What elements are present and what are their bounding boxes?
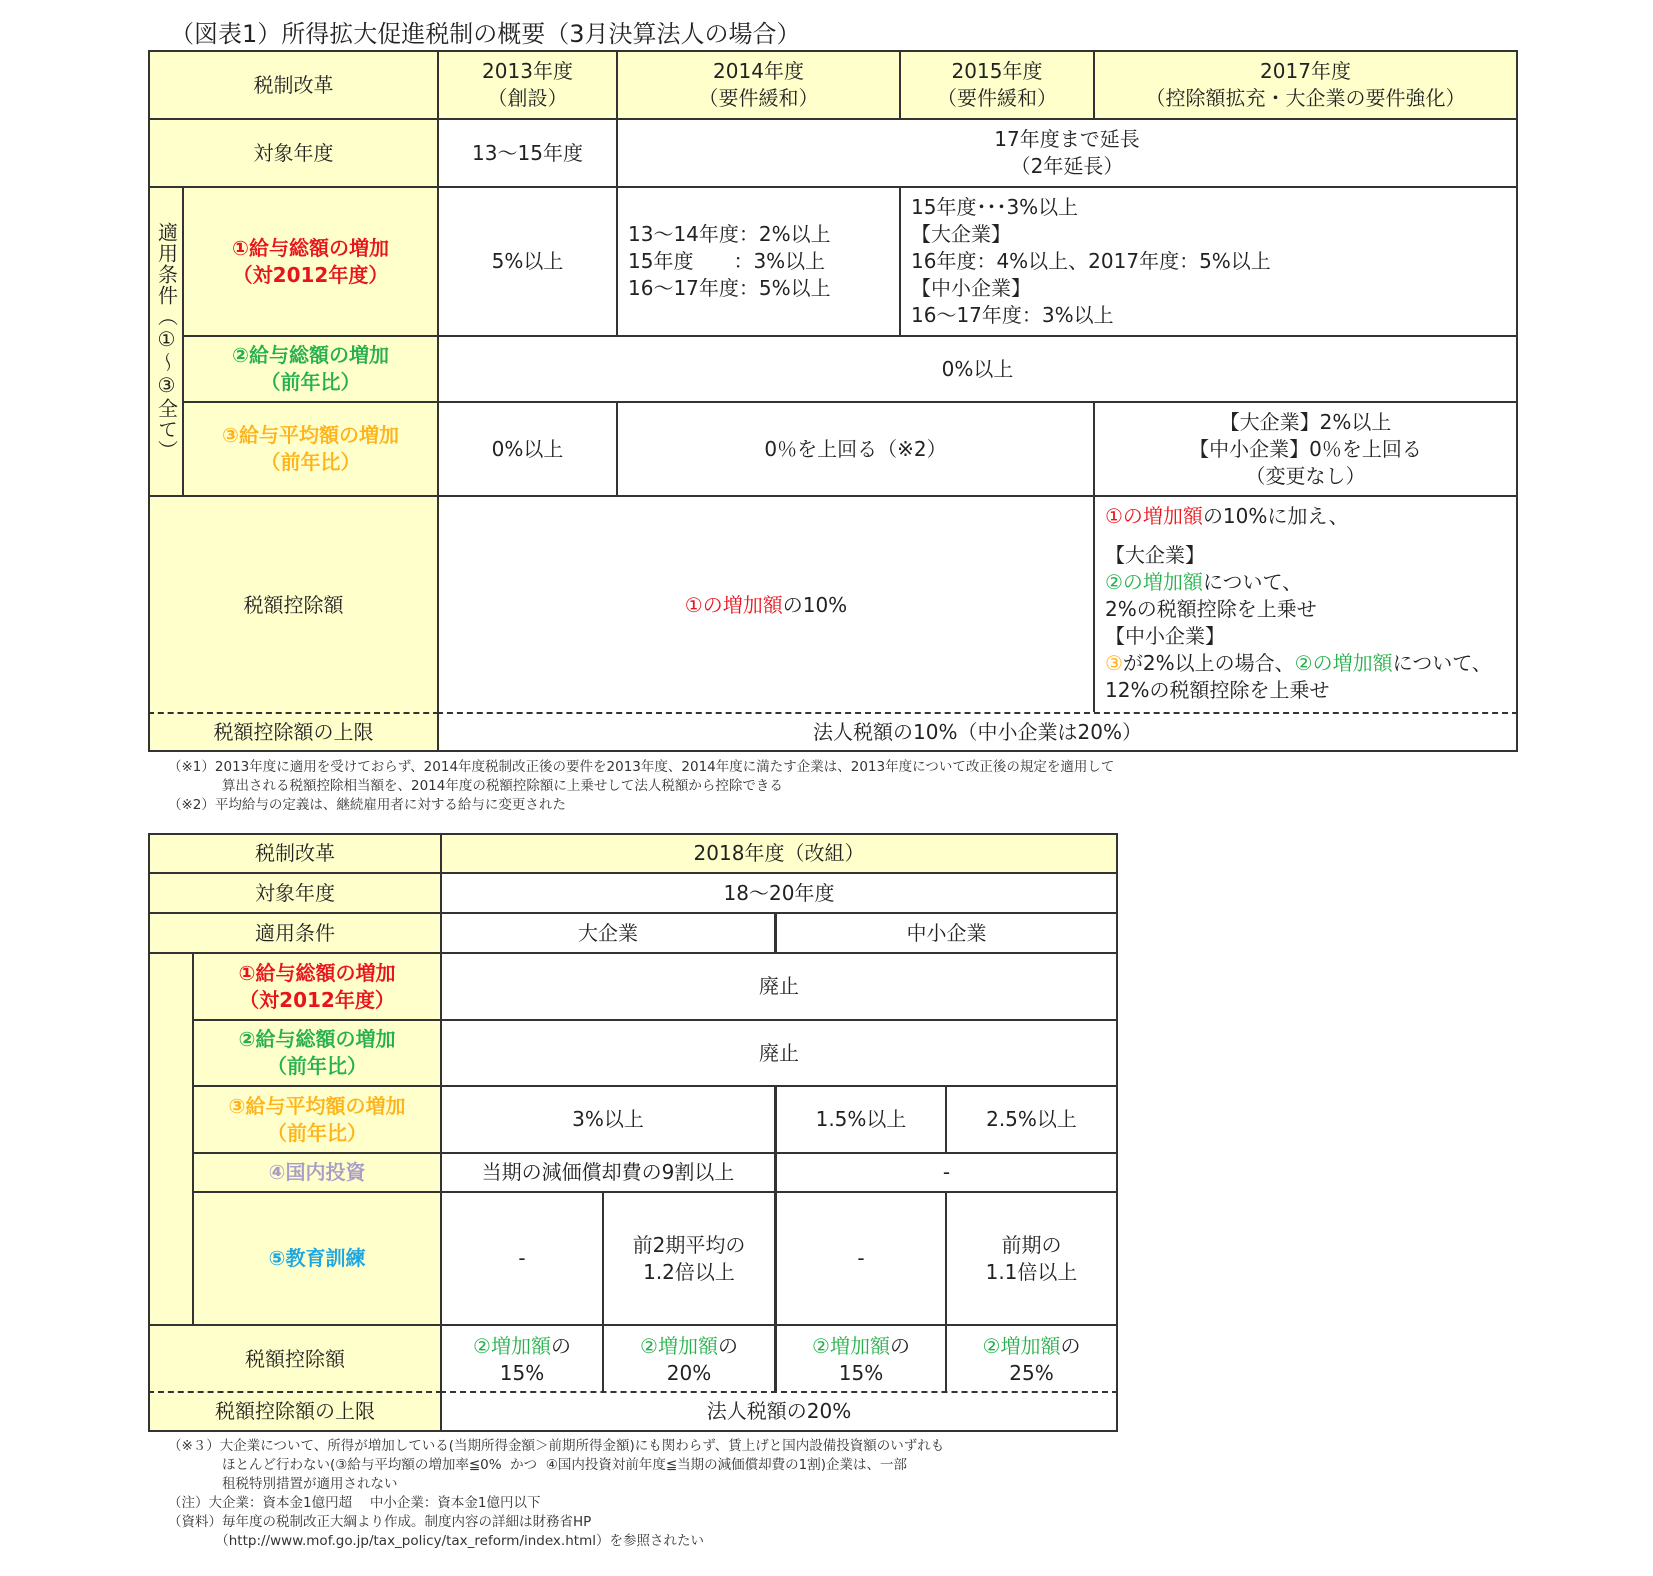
target-value: 18～20年度 xyxy=(440,872,1118,914)
cond1-value: 廃止 xyxy=(440,952,1118,1021)
footnote: （※３）大企業について、所得が増加している(当期所得金額＞前期所得金額)にも関わらず、賃上げと国内設備投資額のいずれも xyxy=(168,1438,945,1454)
target-2013: 13～15年度 xyxy=(437,118,618,188)
cond1-2014 xyxy=(616,186,901,337)
footnote: （注）大企業：資本金1億円超 中小企業：資本金1億円以下 xyxy=(168,1495,541,1511)
cond3-small-b: 2.5%以上 xyxy=(945,1085,1118,1154)
keyword-green: ②増加額 xyxy=(473,1333,551,1358)
large-header: 大企業 xyxy=(440,912,776,954)
cell-line: ③給与平均額の増加 xyxy=(228,1093,406,1118)
credit-small-b xyxy=(945,1324,1118,1393)
credit-rate: 25% xyxy=(1009,1360,1054,1385)
header-2017 xyxy=(1093,50,1518,120)
cell-line xyxy=(1105,650,1492,677)
header-reform: 税制改革 xyxy=(148,50,439,120)
cell-line: 【大企業】 xyxy=(911,222,1011,246)
cell-text: の xyxy=(1060,1333,1081,1358)
credit-2013-2015 xyxy=(437,495,1095,714)
cell-line: 1.2倍以上 xyxy=(643,1259,735,1284)
header-2015 xyxy=(899,50,1095,120)
limit-value: 法人税額の10%（中小企業は20%） xyxy=(437,712,1518,752)
cell-line: （対2012年度） xyxy=(239,987,395,1012)
footnote: （※2）平均給与の定義は、継続雇用者に対する給与に変更された xyxy=(168,797,566,813)
header-2013 xyxy=(437,50,618,120)
cell-line: ③給与平均額の増加 xyxy=(222,423,399,447)
cond3-label xyxy=(182,401,439,497)
cell-line: 2%の税額控除を上乗せ xyxy=(1105,597,1317,621)
credit-rate: 15% xyxy=(838,1360,884,1385)
cell-line: ①給与総額の増加 xyxy=(238,960,396,985)
cell-line: 【大企業】2%以上 xyxy=(1219,409,1392,434)
cell-line: 前2期平均の xyxy=(632,1232,746,1257)
cell-line xyxy=(983,1333,1081,1360)
cell-text: の xyxy=(550,1333,571,1358)
header-2014 xyxy=(616,50,901,120)
credit-small-a xyxy=(774,1324,947,1393)
cell-line: 1.1倍以上 xyxy=(985,1259,1078,1284)
cond3-label xyxy=(192,1085,442,1154)
cell-line: 17年度まで延長 xyxy=(994,127,1140,151)
conditions-bracket xyxy=(148,912,194,1326)
credit-rate: 20% xyxy=(666,1360,712,1385)
cell-line: ①給与総額の増加 xyxy=(232,235,389,260)
cell-line: （前年比） xyxy=(260,450,361,474)
cell-text: の xyxy=(717,1333,738,1358)
cond4-label: ④国内投資 xyxy=(192,1152,442,1193)
cond5-small-a: - xyxy=(774,1191,947,1326)
cell-line xyxy=(640,1333,738,1360)
cond3-2013: 0%以上 xyxy=(437,401,618,497)
cell-line: 16～17年度：5%以上 xyxy=(628,276,831,300)
footnote: 租税特別措置が適用されない xyxy=(168,1476,398,1492)
header-2018: 2018年度（改組） xyxy=(440,833,1118,874)
footnote: （http://www.mof.go.jp/tax_policy/tax_reform/index.html）を参照されたい xyxy=(168,1533,704,1549)
header-note: （控除額拡充・大企業の要件強化） xyxy=(1145,86,1466,110)
cell-line: 15年度 ：3%以上 xyxy=(628,249,826,273)
cell-line: 12%の税額控除を上乗せ xyxy=(1105,678,1330,702)
cond3-2017 xyxy=(1093,401,1518,497)
keyword-green: ②増加額 xyxy=(982,1333,1061,1358)
header-year: 2017年度 xyxy=(1260,59,1351,83)
limit-label: 税額控除額の上限 xyxy=(148,712,439,752)
header-year: 2013年度 xyxy=(482,59,573,83)
cell-line: 【中小企業】0％を上回る xyxy=(1189,436,1422,461)
credit-rate: 15% xyxy=(499,1360,545,1385)
credit-2017 xyxy=(1093,495,1518,714)
cond2-value: 廃止 xyxy=(440,1019,1118,1087)
header-note: （要件緩和） xyxy=(937,86,1057,110)
keyword-green: ②の増加額 xyxy=(1105,570,1203,594)
cond1-label xyxy=(192,952,442,1021)
cell-line: ②給与総額の増加 xyxy=(232,343,389,367)
header-reform: 税制改革 xyxy=(148,833,442,874)
cell-text: の10% xyxy=(782,593,848,617)
cell-line: 16～17年度：3%以上 xyxy=(911,303,1114,327)
cond2-value: 0%以上 xyxy=(437,335,1518,403)
cond4-small: - xyxy=(774,1152,1118,1193)
target-label: 対象年度 xyxy=(148,118,439,188)
cell-line: （変更なし） xyxy=(1245,463,1366,488)
vertical-text: 適用条件（①～③全て） xyxy=(154,222,179,461)
footnotes-1 xyxy=(168,758,1114,815)
target-label: 対象年度 xyxy=(148,872,442,914)
cell-line: 15年度･･･3%以上 xyxy=(911,195,1079,219)
cond5-small-b xyxy=(945,1191,1118,1326)
cell-line: （前年比） xyxy=(260,370,361,394)
cell-line xyxy=(685,592,847,619)
limit-value: 法人税額の20% xyxy=(440,1391,1118,1432)
cell-line xyxy=(473,1333,571,1360)
cell-text: の10%に加え、 xyxy=(1202,504,1349,528)
credit-large-a xyxy=(440,1324,604,1393)
cond5-label: ⑤教育訓練 xyxy=(192,1191,442,1326)
cond2-label xyxy=(192,1019,442,1087)
conditions-label xyxy=(148,186,184,497)
cell-line xyxy=(1105,569,1302,596)
cell-line: 前期の xyxy=(1001,1232,1062,1257)
cell-text: が2%以上の場合、 xyxy=(1122,651,1295,675)
keyword-green: ②の増加額 xyxy=(1294,651,1393,675)
target-extension xyxy=(616,118,1518,188)
footnote: 算出される税額控除相当額を、2014年度の税額控除額に上乗せして法人税額から控除できる xyxy=(168,778,783,794)
cond2-label xyxy=(182,335,439,403)
cond4-large: 当期の減価償却費の9割以上 xyxy=(440,1152,776,1193)
footnotes-2 xyxy=(168,1437,944,1551)
cond1-2013: 5%以上 xyxy=(437,186,618,337)
header-year: 2014年度 xyxy=(713,59,804,83)
cell-line: 【中小企業】 xyxy=(1105,624,1225,648)
figure-title: （図表1）所得拡大促進税制の概要（3月決算法人の場合） xyxy=(170,20,801,48)
cell-line: （対2012年度） xyxy=(232,262,389,287)
cond5-large-a: - xyxy=(440,1191,604,1326)
keyword-red: ①の増加額 xyxy=(684,593,783,617)
cell-line xyxy=(812,1333,910,1360)
cond1-label xyxy=(182,186,439,337)
header-note: （創設） xyxy=(487,86,568,110)
cell-line: 16年度：4%以上、2017年度：5%以上 xyxy=(911,249,1271,273)
credit-label: 税額控除額 xyxy=(148,495,439,714)
cond5-large-b xyxy=(602,1191,776,1326)
cell-text: について、 xyxy=(1392,651,1492,675)
credit-label: 税額控除額 xyxy=(148,1324,442,1393)
cond3-small-a: 1.5%以上 xyxy=(774,1085,947,1154)
cond3-large: 3%以上 xyxy=(440,1085,776,1154)
keyword-orange: ③ xyxy=(1105,651,1123,675)
keyword-green: ②増加額 xyxy=(640,1333,718,1358)
cell-line: 13～14年度：2%以上 xyxy=(628,222,831,246)
limit-label: 税額控除額の上限 xyxy=(148,1391,442,1432)
cond3-2014-2015: 0％を上回る（※2） xyxy=(616,401,1095,497)
cell-line xyxy=(1105,503,1349,530)
cell-line: 【中小企業】 xyxy=(911,276,1031,300)
cell-text: について、 xyxy=(1202,570,1303,594)
credit-large-b xyxy=(602,1324,776,1393)
cell-line: （前年比） xyxy=(267,1054,367,1078)
footnote: （資料）毎年度の税制改正大綱より作成。制度内容の詳細は財務省HP xyxy=(168,1514,592,1530)
small-header: 中小企業 xyxy=(774,912,1118,954)
keyword-green: ②増加額 xyxy=(812,1333,890,1358)
header-year: 2015年度 xyxy=(951,59,1043,83)
header-note: （要件緩和） xyxy=(698,86,819,110)
cell-line: （前年比） xyxy=(267,1120,367,1145)
cell-line: 【大企業】 xyxy=(1105,543,1205,567)
footnote: ほとんど行わない(③給与平均額の増加率≦0% かつ ④国内投資対前年度≦当期の減価償却費の1割)企業は、一部 xyxy=(168,1457,908,1473)
cell-line: （2年延長） xyxy=(1010,154,1124,178)
keyword-red: ①の増加額 xyxy=(1105,504,1203,528)
cond1-2015-2017 xyxy=(899,186,1518,337)
cond-label: 適用条件 xyxy=(148,912,442,954)
footnote: （※1）2013年度に適用を受けておらず、2014年度税制改正後の要件を2013年度、2014年度に満たす企業は、2013年度について改正後の規定を適用して xyxy=(168,759,1115,775)
cell-text: の xyxy=(889,1333,910,1358)
cell-line: ②給与総額の増加 xyxy=(238,1027,396,1051)
